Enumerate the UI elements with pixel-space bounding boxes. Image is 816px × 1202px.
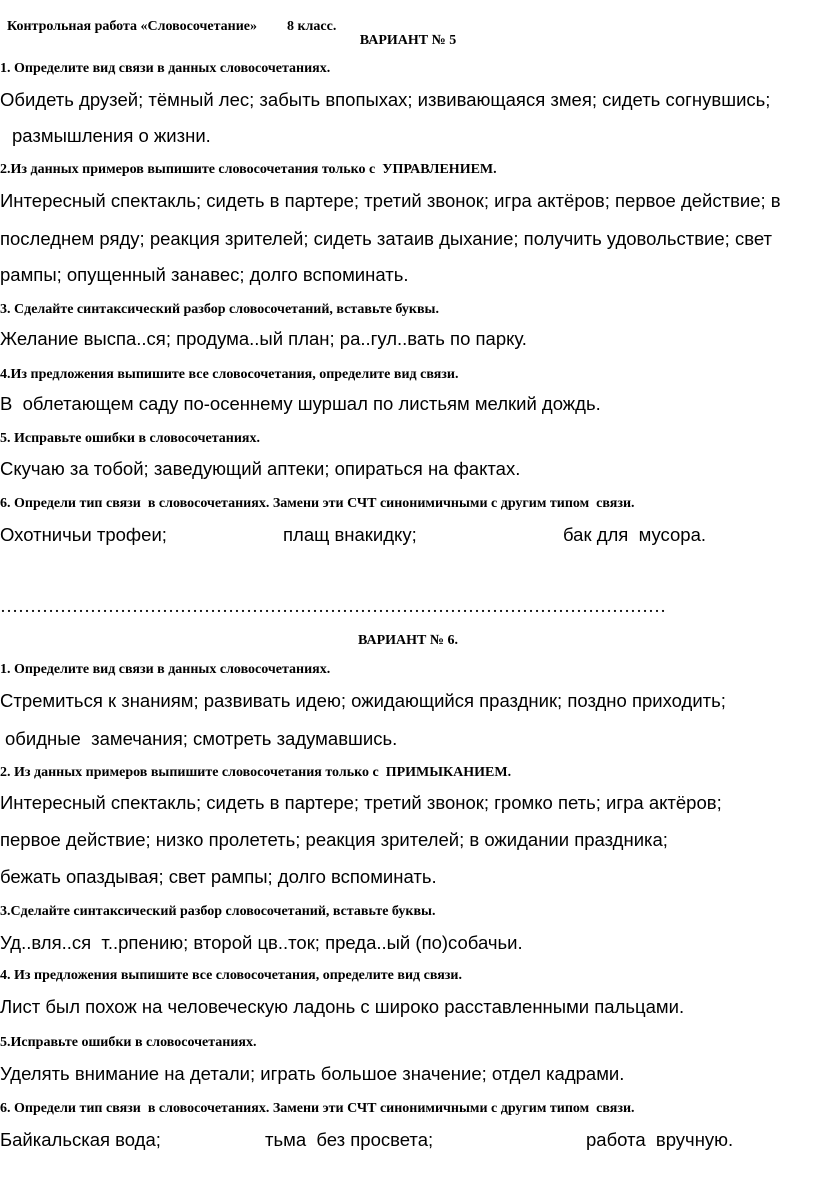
v6-task-3-line-1: Уд..вля..ся т..рпению; второй цв..ток; преда..ый (по)собачьи.: [0, 932, 523, 953]
v6-task-4-question: 4. Из предложения выпишите все словосочетания, определите вид связи.: [0, 968, 462, 983]
v5-task-4-line-1: В облетающем саду по-осеннему шуршал по листьям мелкий дождь.: [0, 393, 601, 414]
v5-task-6-item-3: бак для мусора.: [563, 524, 707, 545]
variant-6-heading: ВАРИАНТ № 6.: [358, 633, 458, 648]
v6-task-1-line-2: обидные замечания; смотреть задумавшись.: [5, 728, 398, 749]
v6-task-1-line-1: Стремиться к знаниям; развивать идею; ожидающийся праздник; поздно приходить;: [0, 690, 726, 711]
v5-task-1-line-2: размышления о жизни.: [12, 125, 211, 146]
v6-task-2-line-3: бежать опаздывая; свет рампы; долго вспоминать.: [0, 866, 437, 887]
v5-task-1-line-1: Обидеть друзей; тёмный лес; забыть впопыхах; извивающаяся змея; сидеть согнувшись;: [0, 89, 771, 110]
v5-task-4-question: 4.Из предложения выпишите все словосочетания, определите вид связи.: [0, 367, 459, 382]
grade-text: 8 класс.: [286, 19, 337, 34]
v6-task-5-question: 5.Исправьте ошибки в словосочетаниях.: [0, 1035, 257, 1050]
v5-task-2-line-2: последнем ряду; реакция зрителей; сидеть затаив дыхание; получить удовольствие; свет: [0, 228, 772, 249]
v6-task-6-item-2: тьма без просвета;: [265, 1129, 434, 1150]
v5-task-3-line-1: Желание выспа..ся; продума..ый план; ра..гул..вать по парку.: [0, 328, 527, 349]
v6-task-6-item-1: Байкальская вода;: [0, 1129, 161, 1150]
title-text: Контрольная работа «Словосочетание»: [7, 19, 257, 34]
v5-task-6-item-2: плащ внакидку;: [283, 524, 417, 545]
v5-task-5-question: 5. Исправьте ошибки в словосочетаниях.: [0, 431, 260, 446]
v5-task-2-line-1: Интересный спектакль; сидеть в партере; третий звонок; игра актёров; первое действие; в: [0, 190, 781, 211]
v5-task-6-question: 6. Определи тип связи в словосочетаниях. Замени эти СЧТ синонимичными с другим типом связи.: [0, 496, 635, 511]
v6-task-4-line-1: Лист был похож на человеческую ладонь с широко расставленными пальцами.: [0, 996, 685, 1017]
v6-task-2-line-2: первое действие; низко пролететь; реакция зрителей; в ожидании праздника;: [0, 829, 668, 850]
dotted-separator: …………………………………………………………………………………………………: [0, 596, 666, 616]
v5-task-6-item-1: Охотничьи трофеи;: [0, 524, 167, 545]
document-title: [0, 3, 336, 35]
v6-task-3-question: 3.Сделайте синтаксический разбор словосочетаний, вставьте буквы.: [0, 904, 436, 919]
v5-task-3-question: 3. Сделайте синтаксический разбор словосочетаний, вставьте буквы.: [0, 302, 439, 317]
v6-task-5-line-1: Уделять внимание на детали; играть большое значение; отдел кадрами.: [0, 1063, 625, 1084]
v5-task-5-line-1: Скучаю за тобой; заведующий аптеки; опираться на фактах.: [0, 458, 521, 479]
v6-task-1-question: 1. Определите вид связи в данных словосочетаниях.: [0, 662, 331, 677]
v5-task-2-line-3: рампы; опущенный занавес; долго вспоминать.: [0, 264, 409, 285]
v5-task-2-question: 2.Из данных примеров выпишите словосочетания только с УПРАВЛЕНИЕМ.: [0, 162, 497, 177]
variant-5-heading: ВАРИАНТ № 5: [359, 33, 457, 48]
v6-task-2-line-1: Интересный спектакль; сидеть в партере; третий звонок; громко петь; игра актёров;: [0, 792, 722, 813]
v5-task-1-question: 1. Определите вид связи в данных словосочетаниях.: [0, 61, 331, 76]
v6-task-6-question: 6. Определи тип связи в словосочетаниях. Замени эти СЧТ синонимичными с другим типом связи.: [0, 1101, 635, 1116]
v6-task-6-item-3: работа вручную.: [586, 1129, 734, 1150]
v6-task-2-question: 2. Из данных примеров выпишите словосочетания только с ПРИМЫКАНИЕМ.: [0, 765, 512, 780]
